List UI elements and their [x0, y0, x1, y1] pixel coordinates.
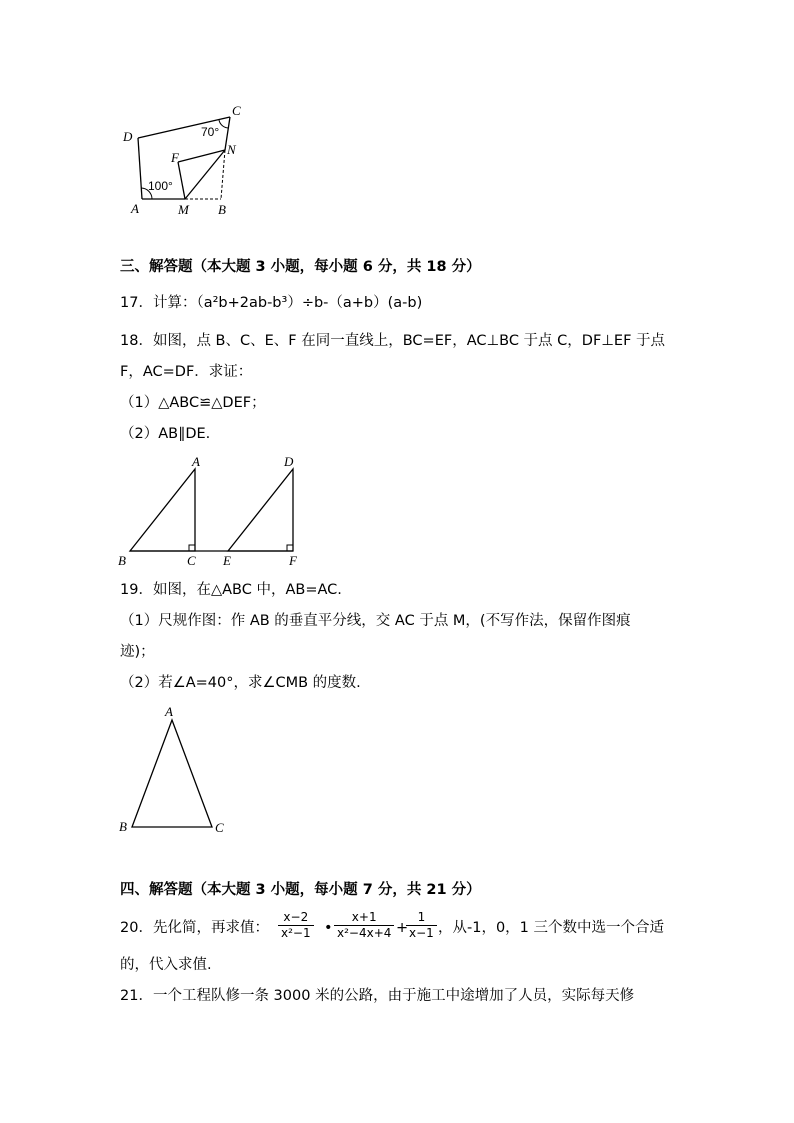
label-e: E: [223, 553, 231, 568]
triangle-abc: [132, 720, 212, 827]
fraction-1: [278, 910, 314, 941]
section4-heading: 四、解答题（本大题 3 小题，每小题 7 分，共 21 分）: [120, 882, 481, 898]
question-21-line1: 21．一个工程队修一条 3000 米的公路，由于施工中途增加了人员，实际每天修: [120, 988, 635, 1004]
plus-sign: +: [396, 920, 409, 936]
fraction-3-numerator: 1: [417, 910, 426, 924]
label-a: A: [131, 201, 139, 216]
segment-da: [138, 138, 142, 199]
fraction-3-denominator: x−1: [409, 926, 434, 940]
multiply-dot: •: [324, 920, 333, 936]
question-18-line2: F，AC=DF．求证：: [120, 364, 253, 380]
question-17: 17．计算：（a²b+2ab-b³）÷b-（a+b）(a-b): [120, 295, 423, 311]
label-b: B: [118, 553, 126, 568]
question-19-part1-line2: 迹)；: [120, 644, 155, 660]
question-20-suffix: ，从-1，0，1 三个数中选一个合适: [438, 920, 665, 936]
question-18-part2: （2）AB∥DE.: [120, 426, 211, 442]
label-c: C: [215, 820, 224, 835]
label-a: A: [165, 704, 173, 719]
question-19-line1: 19．如图，在△ABC 中，AB=AC.: [120, 582, 342, 598]
question-19-part2: （2）若∠A=40°，求∠CMB 的度数.: [120, 675, 361, 691]
label-c: C: [232, 103, 241, 118]
triangle-abc: [130, 469, 195, 551]
fraction-1-denominator: x²−1: [281, 926, 311, 940]
label-c: C: [187, 553, 196, 568]
label-angle-70: 70°: [201, 125, 220, 139]
fraction-2-numerator: x+1: [351, 910, 377, 924]
question-18-line1: 18．如图，点 B、C、E、F 在同一直线上，BC=EF，AC⊥BC 于点 C，DF⊥EF 于点: [120, 333, 666, 349]
fraction-3: [406, 910, 437, 941]
label-b: B: [218, 202, 226, 217]
section3-heading: 三、解答题（本大题 3 小题，每小题 6 分，共 18 分）: [120, 259, 481, 275]
triangles-figure: [115, 455, 315, 570]
label-angle-100: 100°: [148, 179, 173, 193]
label-f: F: [289, 553, 297, 568]
question-19-part1-line1: （1）尺规作图：作 AB 的垂直平分线，交 AC 于点 M，(不写作法，保留作图痕: [120, 613, 631, 629]
question-18-part1: （1）△ABC≌△DEF；: [120, 395, 266, 411]
question-20-prefix: 20．先化简，再求值：: [120, 920, 269, 936]
label-d: D: [123, 129, 133, 144]
segment-fn: [178, 150, 225, 162]
question-20-line2: 的，代入求值.: [120, 957, 212, 973]
label-a: A: [192, 454, 200, 469]
quadrilateral-figure: [115, 100, 255, 220]
isosceles-triangle-figure: [115, 700, 235, 840]
fraction-2-denominator: x²−4x+4: [337, 926, 392, 940]
dashed-nb: [221, 150, 225, 199]
right-angle-c: [189, 545, 195, 551]
fraction-1-numerator: x−2: [283, 910, 309, 924]
angle-arc-c: [219, 120, 228, 128]
label-n: N: [227, 142, 236, 157]
label-b: B: [119, 819, 127, 834]
right-angle-f: [287, 545, 293, 551]
label-d: D: [284, 454, 294, 469]
label-m: M: [178, 202, 189, 217]
segment-fm: [178, 162, 185, 199]
label-f: F: [171, 150, 179, 165]
fraction-2: [334, 910, 394, 941]
segment-mn: [185, 150, 225, 199]
triangle-def: [228, 469, 293, 551]
